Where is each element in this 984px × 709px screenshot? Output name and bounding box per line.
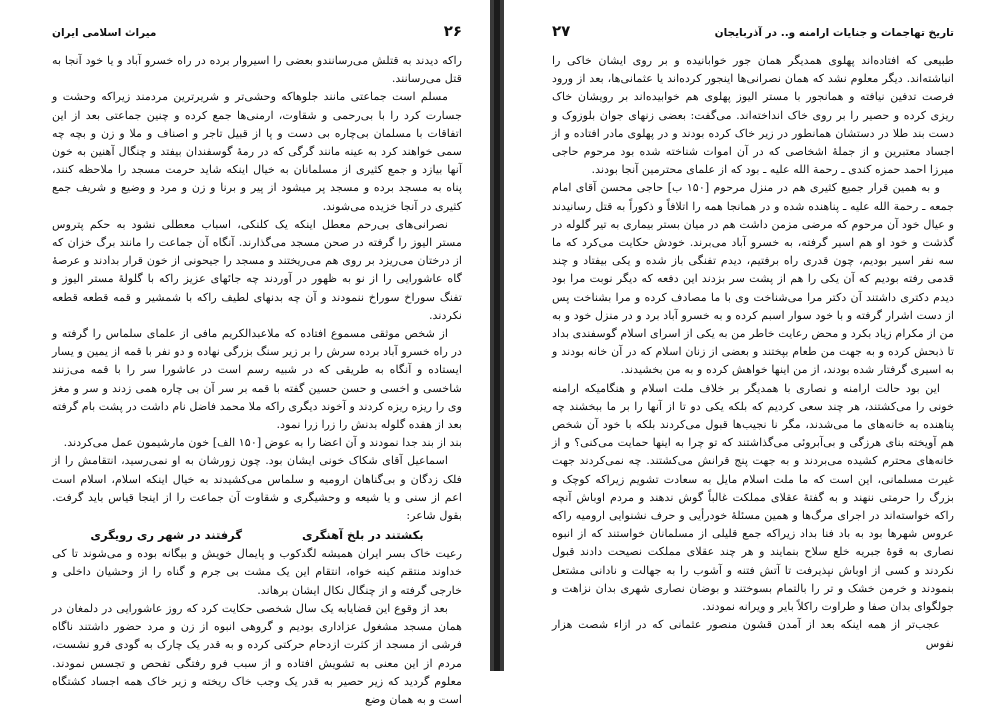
paragraph: مسلم است جماعتی مانند جلوهاکه وحشی‌تر و شریرترین مردمند زیراکه وحشت و جسارت کرد را با بی‌رحمی و شقاوت، ارمنی‌ها جمع کرده و چنین جماعتی بعد از این اتفاقات با مسلمان بی‌چاره بی دست و پا از قبیل تاجر و اصناف و ملا و زن و بچه چه سمی خواهند کرد به عینه مانند گرگی که در رمهٔ گوسفندان بیفتد و چنگال آهنین به خون آنها بیازد و جمع کثیری از مسلمانان به خیال اینکه شاید حرمت مسجد را ملاحظه کنند، پناه به مسجد برده و مسجد پر میشود از پیر و برنا و زن و مرد و وضیع و شریف جمع کثیری در آنجا خزیده می‌شوند. [52, 90, 462, 213]
verse-hemistich-1: بکشتند در بلخ آهنگری [302, 528, 424, 543]
paragraph: و به همین قرار جمیع کثیری هم در منزل مرحوم [۱۵۰ ب] حاجی محسن آقای امام جمعه ـ رحمة الله علیه ـ پناهنده شده و در همانجا همه را اتلافاً و ذکوراً به قتل رسانیدند و عیال خود آن مرحوم که مرضی مزمن داشت هم در میان بستر بیماری به تیر گلوله در گذشت و خود او هم اسیر گرفته، به خسرو آباد می‌برند. خودش حکایت می‌کرد که ما سه نفر اسیر بودیم، چون قدری راه برفتیم، دیدم تفنگی باز شده و یکی بیفتاد و چند قدمی رفته بودیم که آن یکی را هم از پشت سر بزدند این دفعه که دیگر نوبت مرا بود دیدم دکتری داشتند آن دکتر مرا می‌شناخت وی با ما مصادف کرده و مرا بشناخت پس از دست اشرار گرفته و با خود سوار اسبم کرده و به خسرو آباد برد و در منزل خود و به من از مکرام زیاد بکرد و محض رعایت خاطر من به یکی از اسرای اسلام گوسفندی بداد تا ذبحش کرده و به جهت من طعام بپختند و بعضی از زنان اسلام که در آن خانه بودند و به اسیری گرفتار شده بودند، از من اینها خواهش کرده و به من بخشیدند. [552, 181, 954, 377]
paragraph: عجب‌تر از همه اینکه بعد از آمدن قشون منصور عثمانی که در ازاء شصت هزار نفوس [552, 618, 954, 650]
paragraph: از شخص موثقی مسموع افتاده که ملاعبدالکریم مافی از علمای سلماس را گرفته و در راه خسرو آباد برده سرش را بر زیر سنگ بزرگی نهاده و دو نفر با قمه از یمین و یسار ایستاده و آنگاه به طریقی که در شبیه رسم است در عاشورا سر را با قمه می‌زنند شاخسی و اخسی و حسن حسین گفته با قمه بر سر آن بی چاره همی زدند و سر و مغز وی را ریزه ریزه کردند و آخوند دیگری راکه ملا محمد فاضل نام داشت در پشت بام گرفته بعد از هفده گلوله بدنش را زرا زرا نمود. [52, 327, 462, 432]
paragraph: این بود حالت ارامنه و نصاری با همدیگر بر خلاف ملت اسلام و هنگامیکه ارامنه خونی را می‌کشتند، هر چند سعی کردیم که بلکه یکی دو تا از آنها را بر ما ببخشند چه پناهنده به خانه‌های ما می‌شدند، مگر نا نجیب‌ها قبول می‌کردند بلکه با خود آن شخص هم آویخته بنای هرزگی و بی‌آبروئی می‌گذاشتند که تو چرا به اینها حمایت می‌کنی؟ و از خانه‌های محترم کشیده می‌بردند و به جهت پنج قرانش می‌کشتند. چه نمی‌کردند جهت غیرت مسلمانی، این است که ما ملت اسلام مایل به سعادت تشویم زیراکه کوچک و بزرگ را حرمتی ننهند و به گفتهٔ عقلای مملکت غالباً گوش ندهند و مردم اوباش آنچه راکه خواسته‌اند در اجرای مرگ‌ها و همین مسئلهٔ خودرأیی و حرف نشنوایی ارومیه راکه عروس شهرها بود به باد فنا بداد زیراکه جمع قلیلی از مسلمانان خواستند که از انبوه نصاری به قوهٔ جبریه خلع سلاح بنمایند و هر چند عقلای مملکت نصیحت دادند قبول نکردند و کسی از اوباش نپذیرفت تا آتش فتنه و آشوب را به جهالت و نادانی مشتعل بنمودند و خرمن خشک و تر را بالتمام بسوختند و بوضان نصاری شهری بدان نزاهت و جولگوای بدان صفا و طراوت راکلاً بایر و ویرانه نمودند. [552, 381, 954, 614]
paragraph: بند از بند جدا نمودند و آن اعضا را به عوض [۱۵۰ الف] خون مارشیمون عمل می‌کردند. [63, 436, 462, 450]
left-running-head [52, 22, 462, 42]
left-page-number: ۲۶ [443, 22, 462, 40]
book-gutter [490, 0, 504, 671]
paragraph: اسماعیل آقای شکاک خونی ایشان بود. چون زورشان به او نمی‌رسید، انتقامش را از فلک زدگان و بی‌گناهان ارومیه و سلماس می‌کشیدند به خیال اینکه اسلام، اسلام است اعم از سنی و یا شیعه و وحشیگری و شقاوت آن جماعت را از اینجا قیاس باید گرفت. بقول شاعر: [52, 454, 462, 523]
left-body-text [52, 52, 462, 709]
paragraph: طبیعی که افتاده‌اند پهلوی همدیگر همان جور خوابانیده و بر روی ایشان خاکی را انباشته‌اند. دیگر معلوم نشد که همان نصرانی‌ها اینجور کرده‌اند یا عثمانی‌ها، بعد از ورود فرصت تدفین نیافته و همانجور با مستر الیوز پهلوی هم خوابیده‌اند بر رویشان خاک ریزی کرده و حصیر را بر روی خاک انداخته‌اند. می‌گفت: بعضی زنهای جوان بلوزوک و دست بند طلا در دستشان همانطور در زیر خاک کرده بودند و در پهلوی مادر افتاده و از اجساد معتبرین و از جملهٔ اشخاصی که در آن اموات شناخته شده بود مرحوم حاجی میرزا احمد حمزه کندی ـ رحمة الله علیه ـ بود که از علمای محترمین آنجا بودند. [552, 54, 954, 177]
paragraph: راکه دیدند به قتلش می‌رسانندو بعضی را اسیروار برده در راه خسرو آباد و یا خود آنجا به قتل می‌رسانند. [52, 54, 462, 86]
left-running-title: میراث اسلامی ایران [52, 27, 157, 39]
paragraph: بعد از وقوع این قضایابه یک سال شخصی حکایت کرد که روز عاشورایی در دلمغان در همان مسجد مشغول عزاداری بودیم و گروهی انبوه از زن و مرد حضور داشتند ناگاه فرشی از مسجد از کثرت ازدحام حرکتی کرده و به قدر یک چارک به گودی فرو نشست، مردم از این معنی به تشویش افتاده و از سبب فرو رفتگی تفحص و تجسس نمودند. معلوم گردید که زیر حصیر به قدر یک وجب خاک ریخته و زیر خاک همه اجساد کشتگاه است و به همان وضع [52, 601, 462, 706]
right-page [504, 0, 984, 671]
paragraph: رعیت خاک بسر ایران همیشه لگدکوب و پایمال خویش و بیگانه بوده و می‌شوند تا کی خداوند منتقم کینه خواه، انتقام این یک مشت بی جرم و گناه را از وحشیان داخلی و خارجی گرفته و از چنگال نکال ایشان برهاند. [52, 547, 462, 597]
right-running-head [552, 22, 954, 42]
poem-verse [52, 526, 462, 544]
paragraph: نصرانی‌های بی‌رحم معطل اینکه یک کلنکی، اسباب معطلی نشود به حکم پتروس مستر الیوز را گرفته در صحن مسجد می‌گذارند. آنگاه آن جماعت را مانند برگ خزان که از درختان می‌ریزد بر روی هم می‌ریختند و مسجد را جیحونی از خون قرار بدادند و عرصهٔ گاه عاشورایی را از نو به ظهور در آوردند چه جائهای عزیز راکه با گلولهٔ مستر الیوز و تفنگ سوراخ سوراخ ننمودند و آن چه بدنهای لطیف راکه با شمشیر و قمه قطعه قطعه نکردند. [52, 217, 462, 322]
right-running-title: تاریخ تهاجمات و جنایات ارامنه و.. در آذربایجان [714, 27, 954, 39]
right-body-text [552, 52, 954, 653]
left-page [0, 0, 490, 706]
verse-hemistich-2: گرفتند در شهر ری رویگری [90, 528, 243, 543]
right-page-number: ۲۷ [552, 22, 571, 40]
